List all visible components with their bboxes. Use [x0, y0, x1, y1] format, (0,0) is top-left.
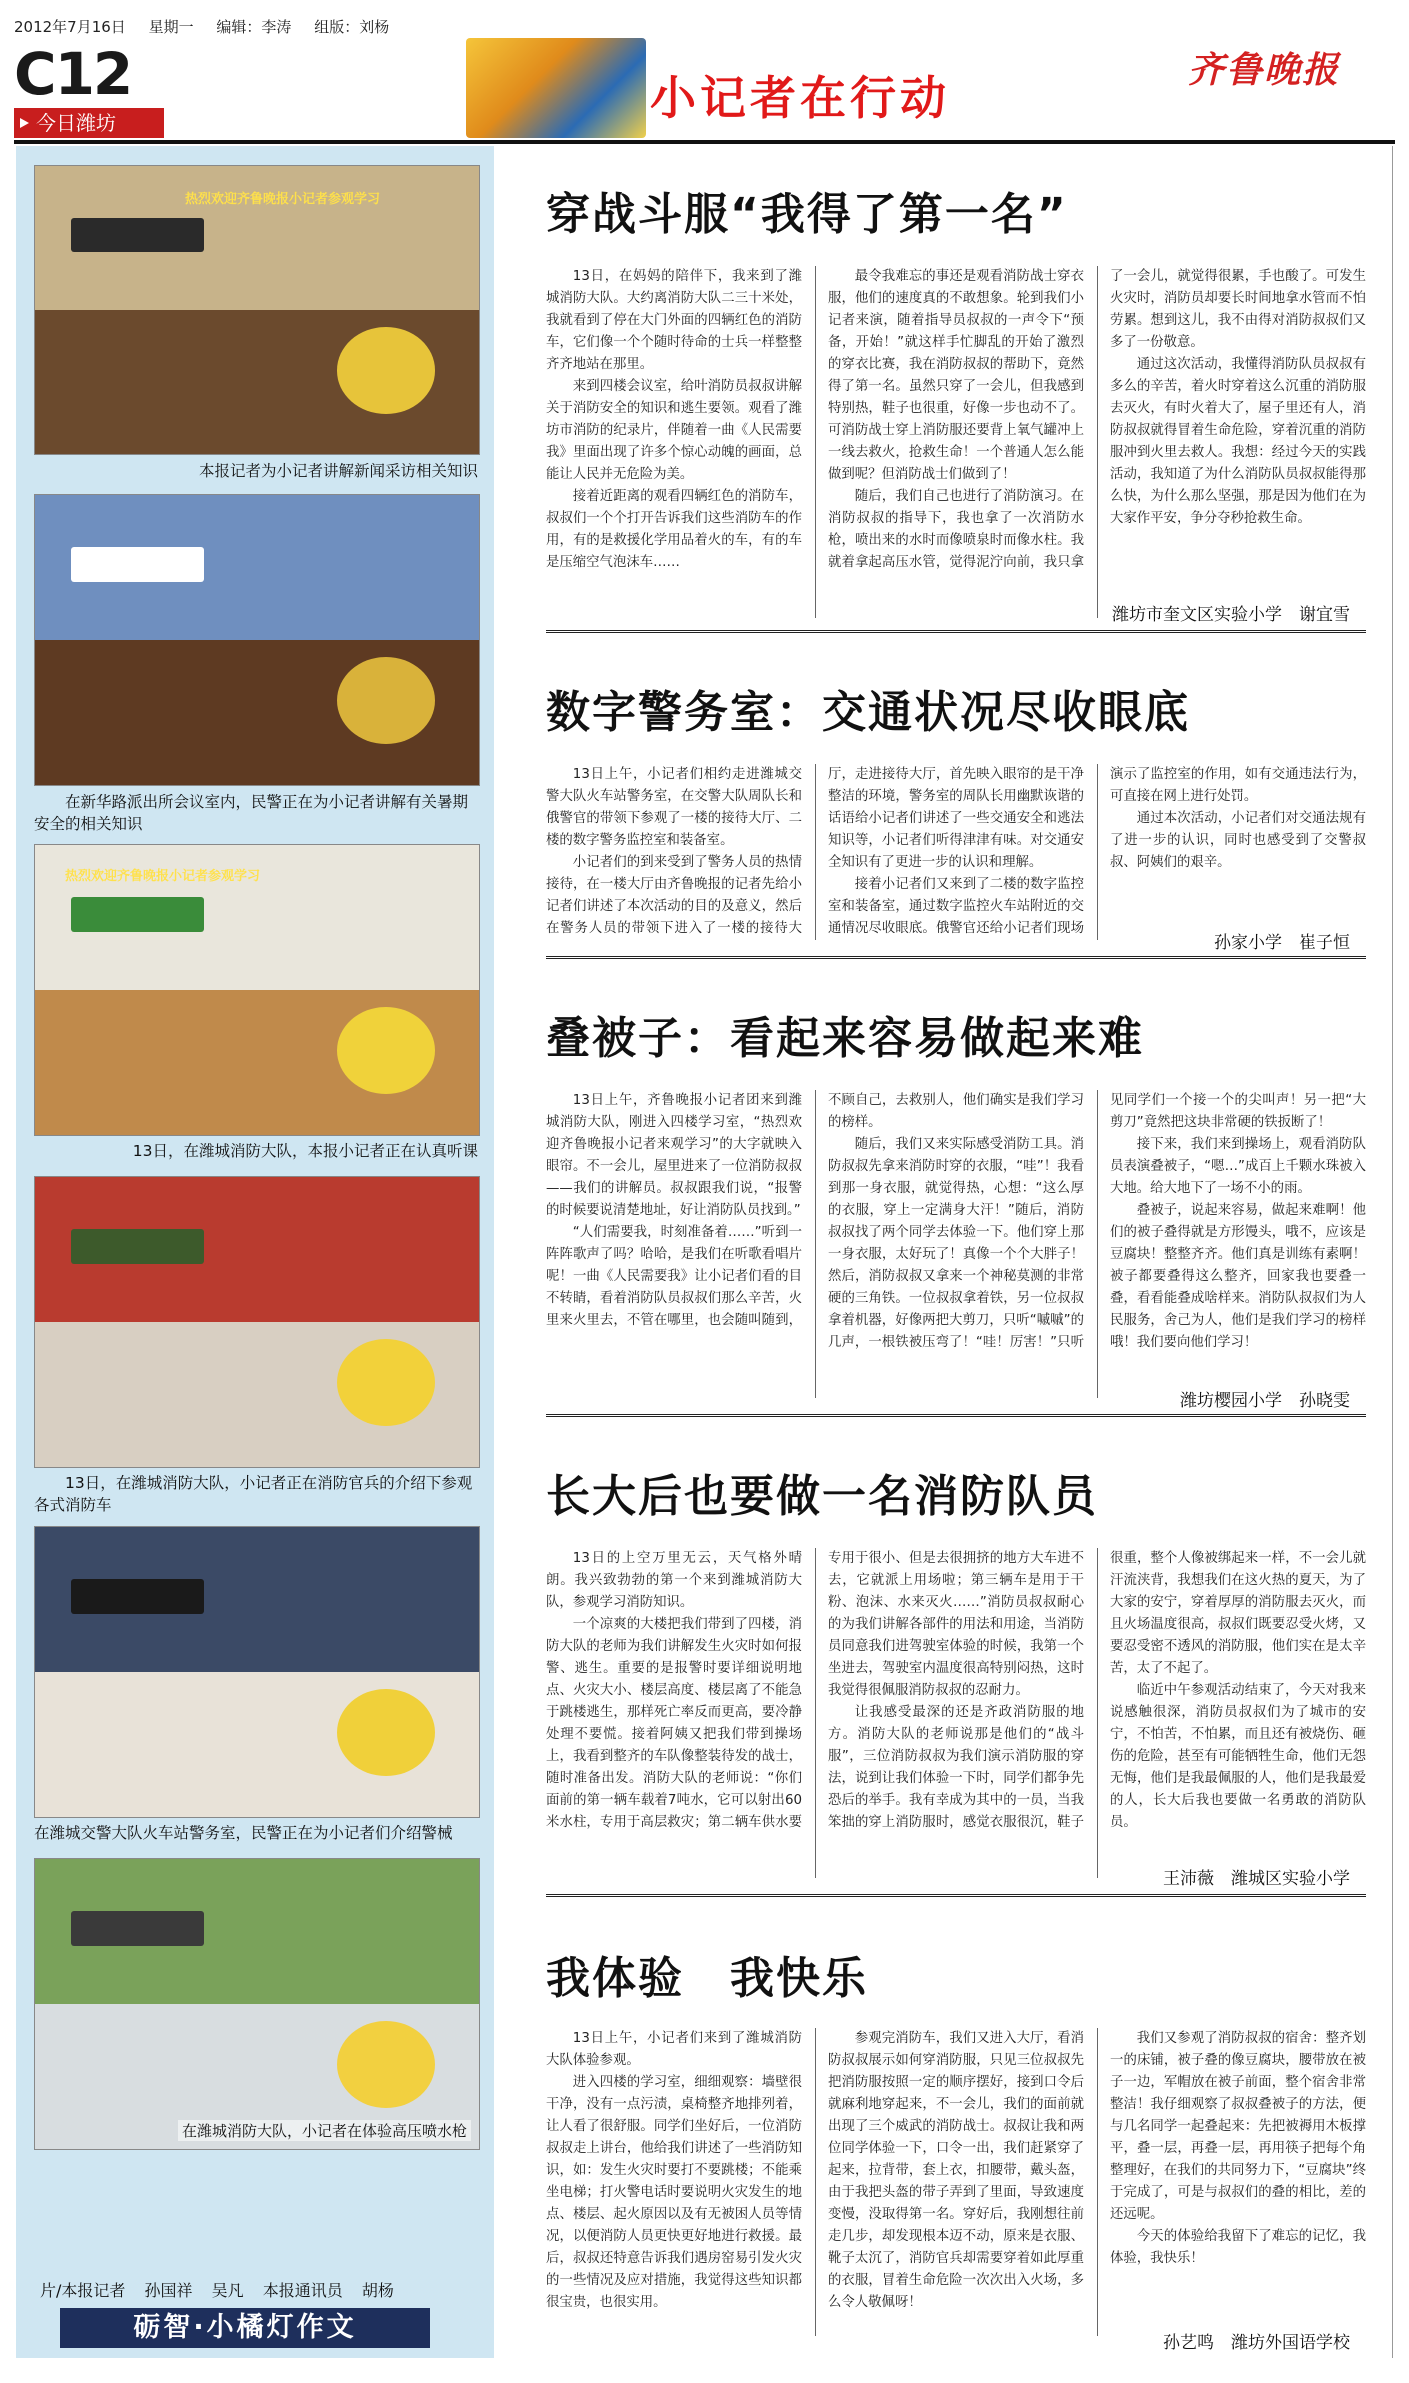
article-paragraph: 参观完消防车，我们又进入大厅，看消防叔叔展示如何穿消防服，只见三位叔叔先把消防服按照一定的顺序摆好，接到口令后就麻利地穿起来，不一会儿，我们的面前就出现了三个威武的消防战士。叔叔让我和两位同学体验一下，口令一出，我们赶紧穿了起来，拉背带，套上衣，扣腰带，戴头盔，由于我把头盔的带子弄到了里面，导致速度变慢，没取得第一名。穿好后，我刚想往前走几步，却发现根本迈不动，原来是衣服、靴子太沉了，消防官兵却需要穿着如此厚重的衣服，冒着生命危险一次次出入火场，多么令人敬佩呀！ — [828, 2031, 1084, 2310]
article-paragraph: 13日，在妈妈的陪伴下，我来到了潍城消防大队。大约离消防大队二三十米处，我就看到了停在大门外面的四辆红色的消防车，它们像一个个随时待命的士兵一样整整齐齐地站在那里。 — [546, 269, 802, 372]
article-paragraph: 13日上午，小记者们来到了潍城消防大队体验参观。 — [546, 2031, 802, 2068]
article-byline: 孙艺鸣 潍坊外国语学校 — [1163, 2333, 1350, 2353]
article-separator — [546, 956, 1366, 959]
page-number: C12 — [14, 40, 132, 108]
banner-group-photo — [466, 38, 646, 138]
photo-caption: 本报记者为小记者讲解新闻采访相关知识 — [198, 462, 478, 480]
photo-sign-text: 热烈欢迎齐鲁晚报小记者参观学习 — [65, 869, 261, 884]
banner-title: 小记者在行动 — [650, 71, 950, 125]
photo-sign-text: 热烈欢迎齐鲁晚报小记者参观学习 — [185, 192, 381, 207]
layout-credit: 组版：刘杨 — [314, 18, 390, 36]
photo-police-equipment — [34, 1526, 480, 1818]
credit-name: 孙国祥 — [144, 2281, 193, 2300]
article-byline: 潍坊樱园小学 孙晓雯 — [1180, 1391, 1350, 1411]
article-paragraph: 通过这次活动，我懂得消防队员叔叔有多么的辛苦，着火时穿着这么沉重的消防服去灭火，有时火着大了，屋子里还有人，消防叔叔就得冒着生命危险，穿着沉重的消防服冲到火里去救人。我想：经过今天的实践活动，我知道了为什么消防队员叔叔能得那么快，为什么那么坚强，那是因为他们在为大家作平安，争分夺秒抢救生命。 — [1110, 357, 1366, 526]
article-separator — [546, 630, 1366, 633]
article-separator — [546, 1414, 1366, 1417]
article-title: 长大后也要做一名消防队员 — [546, 1471, 1098, 1522]
article-paragraph: 小记者们的到来受到了警务人员的热情接待，在一楼大厅由齐鲁晚报的记者先给小记者们讲述了本次活动的目的及意义，然后在警务人员的带领下进入了一楼的接待大厅，走进接待大厅，首先映入眼帘的是干净整洁的环境，警务室的周队长用幽默诙谐的话语给小记者们讲述了一些交通安全和逃法知识等，小记者们听得津津有味。对交通安全知识有了更进一步的认识和理解。 — [546, 767, 1084, 936]
article-byline: 潍坊市奎文区实验小学 谢宜雪 — [1112, 605, 1350, 625]
article-separator — [546, 1894, 1366, 1897]
photo-news-lecture — [34, 165, 480, 455]
article-title: 我体验 我快乐 — [546, 1953, 868, 2004]
article-paragraph: 临近中午参观活动结束了，今天对我来说感触很深，消防员叔叔们为了城市的安宁，不怕苦，不怕累，而且还有被烧伤、砸伤的危险，甚至有可能牺牲生命，他们无怨无悔，他们是我最佩服的人，他们是我最爱的人，长大后我也要做一名勇敢的消防队员。 — [1110, 1683, 1366, 1830]
article-paragraph: 最令我难忘的事还是观看消防战士穿衣服，他们的速度真的不敢想象。轮到我们小记者来演，随着指导员叔叔的一声令下“预备，开始！”就这样手忙脚乱的开始了激烈的穿衣比赛，我在消防叔叔的帮助下，竟然得了第一名。虽然只穿了一会儿，但我感到特别热，鞋子也很重，好像一步也动不了。可消防战士穿上消防服还要背上氧气罐冲上一线去救火，抢救生命！一个普通人怎么能做到呢？但消防战士们做到了！ — [828, 269, 1084, 482]
article-paragraph: 今天的体验给我留下了难忘的记忆，我体验，我快乐！ — [1110, 2229, 1366, 2266]
section-tab: 今日潍坊 — [14, 108, 164, 138]
article-paragraph: 随后，我们又来实际感受消防工具。消防叔叔先拿来消防时穿的衣服，“哇”！我看到那一身衣服，就觉得热，心想：“这么厚的衣服，穿上一定满身大汗！”随后，消防叔叔找了两个同学去体验一下。他们穿上那一身衣服，太好玩了！真像一个个大胖子！然后，消防叔叔又拿来一个神秘莫测的非常硬的三角铁。一位叔叔拿着铁，另一位叔叔拿着机器，好像两把大剪刀，只听“嘁嘁”的几声，一根铁被压弯了！“哇！厉害！”只听见同学们一个接一个的尖叫声！另一把“大剪刀”竟然把这块非常硬的铁扳断了！ — [828, 1093, 1366, 1350]
editor-credit: 编辑：李涛 — [216, 18, 292, 36]
article-title: 穿战斗服“我得了第一名” — [546, 189, 1068, 240]
article-paragraph: 通过本次活动，小记者们对交通法规有了进一步的认识，同时也感受到了交警叔叔、阿姨们的艰辛。 — [1110, 811, 1366, 870]
photo-fire-truck-tour — [34, 1176, 480, 1468]
photo-credits — [40, 2278, 408, 2301]
brand-box: 砺智·小橘灯作文 — [60, 2308, 430, 2348]
article-paragraph: 接着近距离的观看四辆红色的消防车，叔叔们一个个打开告诉我们这些消防车的作用，有的是救援化学用品着火的车，有的车是压缩空气泡沫车…… — [546, 489, 802, 570]
article-body — [546, 1548, 1366, 1878]
photo-caption: 在潍城交警大队火车站警务室，民警正在为小记者们介绍警械 — [34, 1824, 453, 1842]
article-paragraph: 进入四楼的学习室，细细观察：墙壁很干净，没有一点污渍，桌椅整齐地排列着，让人看了很舒服。同学们坐好后，一位消防叔叔走上讲台，他给我们讲述了一些消防知识，如：发生火灾时要打不要跳楼；不能乘坐电梯；打火警电话时要说明火灾发生的地点、楼层、起火原因以及有无被困人员等情况，以便消防人员更快更好地进行救援。最后，叔叔还特意告诉我们遇房窑易引发火灾的一些情况及应对措施，我觉得这些知识都很宝贵，也很实用。 — [546, 2075, 802, 2310]
article-title: 叠被子：看起来容易做起来难 — [546, 1013, 1144, 1064]
article-paragraph: 接下来，我们来到操场上，观看消防队员表演叠被子，“嗯…”成百上千颗水珠被入大地。给大地下了一场不小的雨。 — [1110, 1137, 1366, 1196]
photo-police-meeting — [34, 494, 480, 786]
article-body — [546, 764, 1366, 940]
photo-caption: 13日，在潍城消防大队，小记者正在消防官兵的介绍下参观各式消防车 — [34, 1474, 473, 1514]
credit-label: 本报通讯员 — [262, 2281, 343, 2300]
photo-caption: 在潍城消防大队，小记者在体验高压喷水枪 — [178, 2120, 471, 2141]
photo-fire-brigade-class — [34, 844, 480, 1136]
article-paragraph: 让我感受最深的还是齐政消防服的地方。消防大队的老师说那是他们的“战斗服”，三位消防叔叔为我们演示消防服的穿法，说到让我们体验一下时，同学们都争先恐后的举手。我有幸成为其中的一员，当我笨拙的穿上消防服时，感觉衣服很沉，鞋子很重，整个人像被绑起来一样，不一会儿就汗流浃背，我想我们在这火热的夏天，为了大家的安宁，穿着厚厚的消防服去灭火，而且火场温度很高，叔叔们既要忍受火烤，又要忍受密不透风的消防服，他们实在是太辛苦，太了不起了。 — [828, 1551, 1366, 1830]
credit-label: 片/本报记者 — [40, 2281, 126, 2300]
article-byline: 王沛薇 潍城区实验小学 — [1163, 1869, 1350, 1889]
photo-caption: 在新华路派出所会议室内，民警正在为小记者讲解有关暑期安全的相关知识 — [34, 793, 469, 833]
article-body — [546, 1090, 1366, 1398]
header-rule — [14, 140, 1395, 144]
photo-water-hose — [34, 1858, 480, 2150]
article-body — [546, 266, 1366, 618]
article-body — [546, 2028, 1366, 2336]
photo-caption: 13日，在潍城消防大队，本报小记者正在认真听课 — [132, 1142, 478, 1160]
right-border-rule — [1392, 146, 1393, 2358]
paper-logo: 齐鲁晚报 — [1188, 49, 1341, 91]
article-paragraph: 一个凉爽的大楼把我们带到了四楼，消防大队的老师为我们讲解发生火灾时如何报警、逃生。重要的是报警时要详细说明地点、火灾大小、楼层高度、楼层离了不能急于跳楼逃生，那样死亡率反而更高，要冷静处理不要慌。接着阿姨又把我们带到操场上，我看到整齐的车队像整装待发的战士，随时准备出发。消防大队的老师说：“你们面前的第一辆车载着7吨水，它可以射出60米水柱，专用于高层救灾；第二辆车供水要专用于很小、但是去很拥挤的地方大车进不去，它就派上用场啦；第三辆车是用于干粉、泡沫、水来灭火……”消防员叔叔耐心的为我们讲解各部件的用法和用途，当消防员同意我们进驾驶室体验的时候，我第一个坐进去，驾驶室内温度很高特别闷热，这时我觉得很佩服消防叔叔的忍耐力。 — [546, 1551, 1084, 1830]
article-paragraph: 13日上午，齐鲁晚报小记者团来到潍城消防大队，刚进入四楼学习室，“热烈欢迎齐鲁晚报小记者来观学习”的大字就映入眼帘。不一会儿，屋里进来了一位消防叔叔——我们的讲解员。叔叔跟我们说，“报警的时候要说清楚地址，好让消防队员找到。” — [546, 1093, 802, 1218]
article-paragraph: 叠被子，说起来容易，做起来难啊！他们的被子叠得就是方形馒头，哦不，应该是豆腐块！整整齐齐。他们真是训练有素啊！被子都要叠得这么整齐，回家我也要叠一叠，看看能叠成啥样来。消防队叔叔们为人民服务，舍己为人，他们是我们学习的榜样哦！我们要向他们学习！ — [1110, 1203, 1366, 1350]
issue-date: 2012年7月16日 — [14, 18, 126, 36]
article-title: 数字警务室：交通状况尽收眼底 — [546, 687, 1190, 738]
article-paragraph: 接着小记者们又来到了二楼的数字监控室和装备室，通过数字监控火车站附近的交通情况尽收眼底。俄警官还给小记者们现场演示了监控室的作用，如有交通违法行为，可直接在网上进行处罚。 — [828, 767, 1366, 936]
photo-column — [16, 146, 494, 2358]
article-byline: 孙家小学 崔子恒 — [1214, 933, 1350, 953]
article-paragraph: 我们又参观了消防叔叔的宿舍：整齐划一的床铺，被子叠的像豆腐块，腰带放在被子一边，军帽放在被子前面，整个宿舍非常整洁！我仔细观察了叔叔叠被子的方法，便与几名同学一起叠起来：先把被褥用木板撑平，叠一层，再叠一层，再用筷子把每个角整理好，在我们的共同努力下，“豆腐块”终于完成了，可是与叔叔们的叠的相比，差的还远呢。 — [1110, 2031, 1366, 2222]
article-paragraph: 随后，我们自己也进行了消防演习。在消防叔叔的指导下，我也拿了一次消防水枪，喷出来的水时而像喷泉时而像水柱。我就着拿起高压水管，觉得泥泞向前，我只拿了一会儿，就觉得很累，手也酸了。可发生火灾时，消防员却要长时间地拿水管而不怕劳累。想到这儿，我不由得对消防叔叔们又多了一份敬意。 — [828, 269, 1366, 570]
article-paragraph: 来到四楼会议室，给叶消防员叔叔讲解关于消防安全的知识和逃生要领。观看了潍坊市消防的纪录片，伴随着一曲《人民需要我》里面出现了许多个惊心动魄的画面，总能让人民并无危险为美。 — [546, 379, 802, 482]
credit-name: 胡杨 — [361, 2281, 394, 2300]
issue-weekday: 星期一 — [148, 18, 194, 36]
article-paragraph: 13日上午，小记者们相约走进潍城交警大队火车站警务室，在交警大队周队长和俄警官的带领下参观了一楼的接待大厅、二楼的数字警务监控室和装备室。 — [546, 767, 802, 848]
article-paragraph: “人们需要我，时刻准备着……”听到一阵阵歌声了吗？哈哈，是我们在听歌看唱片呢！一曲《人民需要我》让小记者们看的目不转睛，看着消防队员叔叔们那么辛苦，火里来火里去，不管在哪里，也会随叫随到，不顾自己，去救别人，他们确实是我们学习的榜样。 — [546, 1093, 1084, 1328]
header-meta — [14, 16, 407, 37]
article-paragraph: 13日的上空万里无云，天气格外晴朗。我兴致勃勃的第一个来到潍城消防大队，参观学习消防知识。 — [546, 1551, 802, 1610]
credit-name: 吴凡 — [211, 2281, 244, 2300]
